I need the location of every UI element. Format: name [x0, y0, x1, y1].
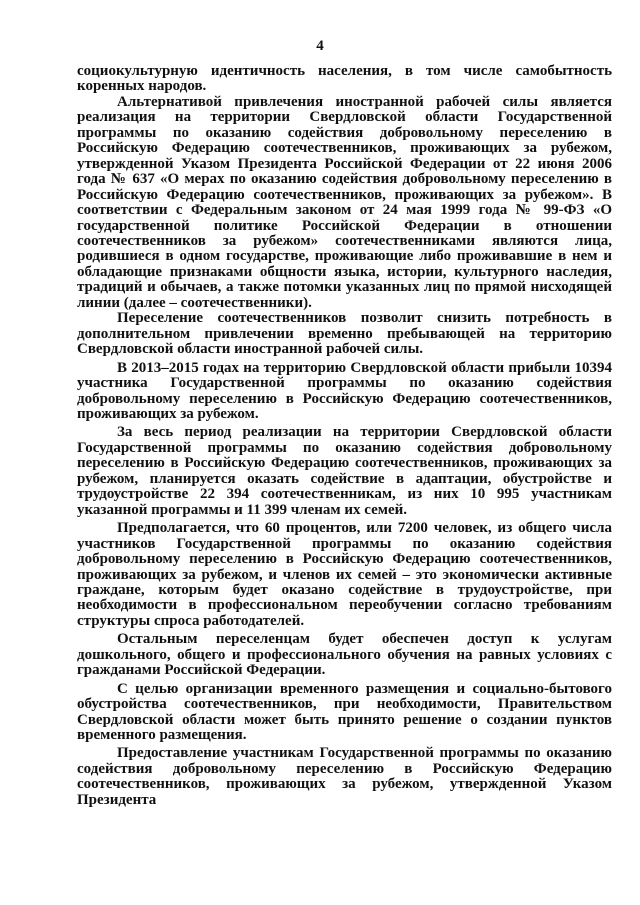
paragraph-provision-to-participants: Предоставление участникам Государственной программы по оказанию содействия добровольному переселению в Российскую Федерацию соотечественников, проживающих за рубежом, утвержденной Указом Президента — [77, 745, 612, 808]
document-body — [77, 64, 612, 808]
page-number: 4 — [316, 38, 324, 54]
paragraph-alternative-labor: Альтернативой привлечения иностранной рабочей силы является реализация на территории Свердловской области Государственной программы по оказанию содействия добровольному переселению в Российскую Федерацию соотечественников, проживающих за рубежом, утвержденной Указом Президента Российской Федерации от 22 июня 2006 года № 637 «О мерах по оказанию содействия добровольному переселению в Российскую Федерацию соотечественников, проживающих за рубежом». В соответствии с Федеральным законом от 24 мая 1999 года № 99-ФЗ «О государственной политике Российской Федерации в отношении соотечественников за рубежом» соотечественниками являются лица, родившиеся в одном государстве, проживающие либо проживавшие в нем и обладающие признаками общности языка, истории, культурного наследия, традиций и обычаев, а также потомки указанных лиц по прямой нисходящей линии (далее – соотечественники). — [77, 93, 612, 311]
paragraph-arrivals-2013-2015: В 2013–2015 годах на территорию Свердловской области прибыли 10394 участника Государственной программы по оказанию содействия добровольному переселению в Российскую Федерацию соотечественников, проживающих за рубежом. — [77, 359, 612, 422]
paragraph-continuation: социокультурную идентичность населения, в том числе самобытность коренных народов. — [77, 63, 612, 95]
paragraph-temporary-housing: С целью организации временного размещения и социально-бытового обустройства соотечественников, при необходимости, Правительством Свердловской области может быть принято решение о создании пунктов временного размещения. — [77, 680, 612, 744]
paragraph-resettlement-reduces-need: Переселение соотечественников позволит снизить потребность в дополнительном привлечении временно пребывающей на территорию Свердловской области иностранной рабочей силы. — [77, 310, 612, 358]
paragraph-economically-active: Предполагается, что 60 процентов, или 7200 человек, из общего числа участников Государственной программы по оказанию содействия добровольному переселению в Российскую Федерацию соотечественников, проживающих за рубежом, и членов их семей – это экономически активные граждане, которым будет оказано содействие в трудоустройстве, при необходимости в профессиональном переобучении согласно требованиям структуры спроса работодателей. — [77, 520, 612, 629]
paragraph-education-access: Остальным переселенцам будет обеспечен доступ к услугам дошкольного, общего и профессионального обучения на равных условиях с гражданами Российской Федерации. — [77, 631, 612, 679]
paragraph-planned-assistance: За весь период реализации на территории Свердловской области Государственной программы по оказанию содействия добровольному переселению в Российскую Федерацию соотечественников, проживающих за рубежом, планируется оказать содействие в адаптации, обустройстве и трудоустройстве 22 394 соотечественникам, из них 10 995 участникам указанной программы и 11 399 членам их семей. — [77, 424, 612, 518]
